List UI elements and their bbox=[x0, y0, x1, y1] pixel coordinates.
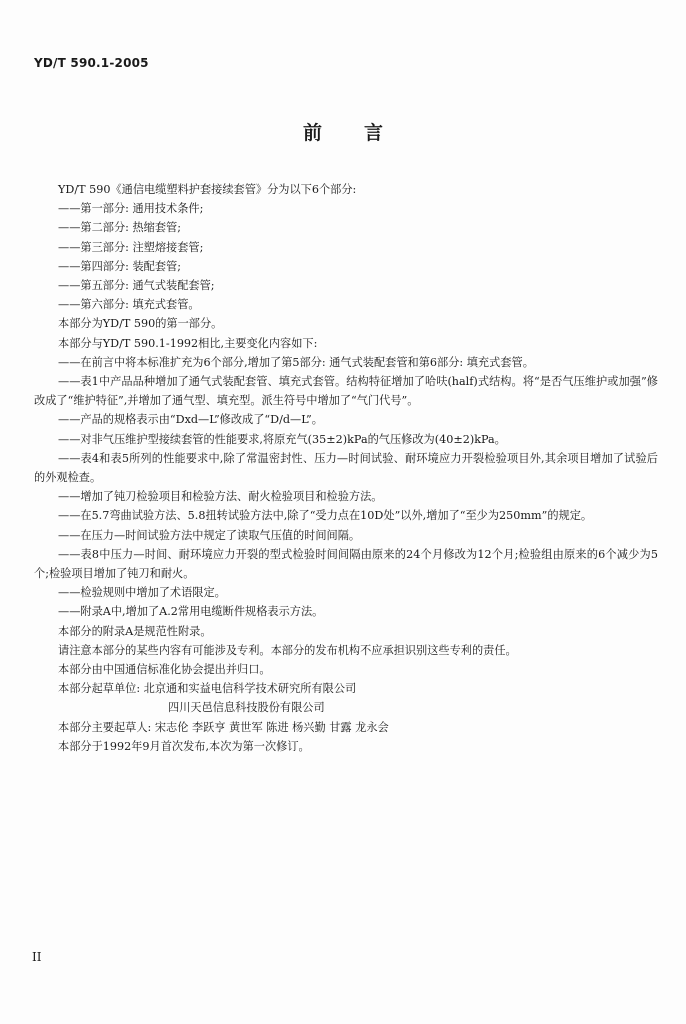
change-item: ——检验规则中增加了术语限定。 bbox=[58, 586, 226, 600]
page-number: II bbox=[32, 950, 42, 964]
paragraph: 本部分与YD/T 590.1-1992相比,主要变化内容如下: bbox=[58, 336, 318, 350]
drafters: 本部分主要起草人: 宋志伦 李跃亨 黄世军 陈进 杨兴勤 甘露 龙永会 bbox=[58, 720, 389, 734]
paragraph: 本部分于1992年9月首次发布,本次为第一次修订。 bbox=[58, 739, 310, 753]
drafting-units: 本部分起草单位: 北京通和实益电信科学技术研究所有限公司 bbox=[58, 682, 357, 696]
document-code: YD/T 590.1-2005 bbox=[34, 56, 149, 70]
paragraph: 本部分为YD/T 590的第一部分。 bbox=[58, 317, 223, 331]
page-title: 前言 bbox=[302, 122, 425, 144]
change-item: ——表8中压力—时间、耐环境应力开裂的型式检验时间间隔由原来的24个月修改为12个月;检验组由原来的6个减少为5个;检验项目增加了钝刀和耐火。 bbox=[34, 547, 658, 581]
list-item: ——第一部分: 通用技术条件; bbox=[58, 202, 204, 216]
document-body bbox=[34, 180, 658, 756]
paragraph: 本部分的附录A是规范性附录。 bbox=[58, 624, 212, 638]
change-item: ——在5.7弯曲试验方法、5.8扭转试验方法中,除了“受力点在10D处”以外,增加了“至少为250mm”的规定。 bbox=[58, 509, 593, 523]
change-item: ——表1中产品品种增加了通气式装配套管、填充式套管。结构特征增加了哈呋(half)式结构。将“是否气压维护或加强”修改成了“维护特征”,并增加了通气型、填充型。派生符号中增加了“气门代号”。 bbox=[34, 375, 658, 408]
change-item: ——在压力—时间试验方法中规定了读取气压值的时间间隔。 bbox=[58, 528, 361, 542]
change-item: ——附录A中,增加了A.2常用电缆断件规格表示方法。 bbox=[58, 605, 324, 619]
list-item: ——第三部分: 注塑熔接套管; bbox=[58, 240, 204, 254]
list-item: ——第二部分: 热缩套管; bbox=[58, 221, 181, 235]
change-item: ——增加了钝刀检验项目和检验方法、耐火检验项目和检验方法。 bbox=[58, 490, 383, 504]
list-item: ——第六部分: 填充式套管。 bbox=[58, 298, 200, 312]
list-item: ——第五部分: 通气式装配套管; bbox=[58, 279, 215, 293]
paragraph: 本部分由中国通信标准化协会提出并归口。 bbox=[58, 663, 271, 677]
paragraph: 请注意本部分的某些内容有可能涉及专利。本部分的发布机构不应承担识别这些专利的责任。 bbox=[58, 643, 517, 657]
list-item: ——第四部分: 装配套管; bbox=[58, 259, 181, 273]
change-item: ——表4和表5所列的性能要求中,除了常温密封性、压力—时间试验、耐环境应力开裂检验项目外,其余项目增加了试验后的外观检查。 bbox=[34, 451, 658, 485]
change-item: ——产品的规格表示由“Dxd—L”修改成了“D/d—L”。 bbox=[58, 413, 323, 427]
paragraph: YD/T 590《通信电缆塑料护套接续套管》分为以下6个部分: bbox=[58, 183, 357, 196]
change-item: ——在前言中将本标准扩充为6个部分,增加了第5部分: 通气式装配套管和第6部分: 填充式套管。 bbox=[58, 355, 534, 369]
change-item: ——对非气压维护型接续套管的性能要求,将原充气(35±2)kPa的气压修改为(40±2)kPa。 bbox=[58, 432, 506, 446]
drafting-unit-second: 四川天邑信息科技股份有限公司 bbox=[168, 701, 325, 715]
